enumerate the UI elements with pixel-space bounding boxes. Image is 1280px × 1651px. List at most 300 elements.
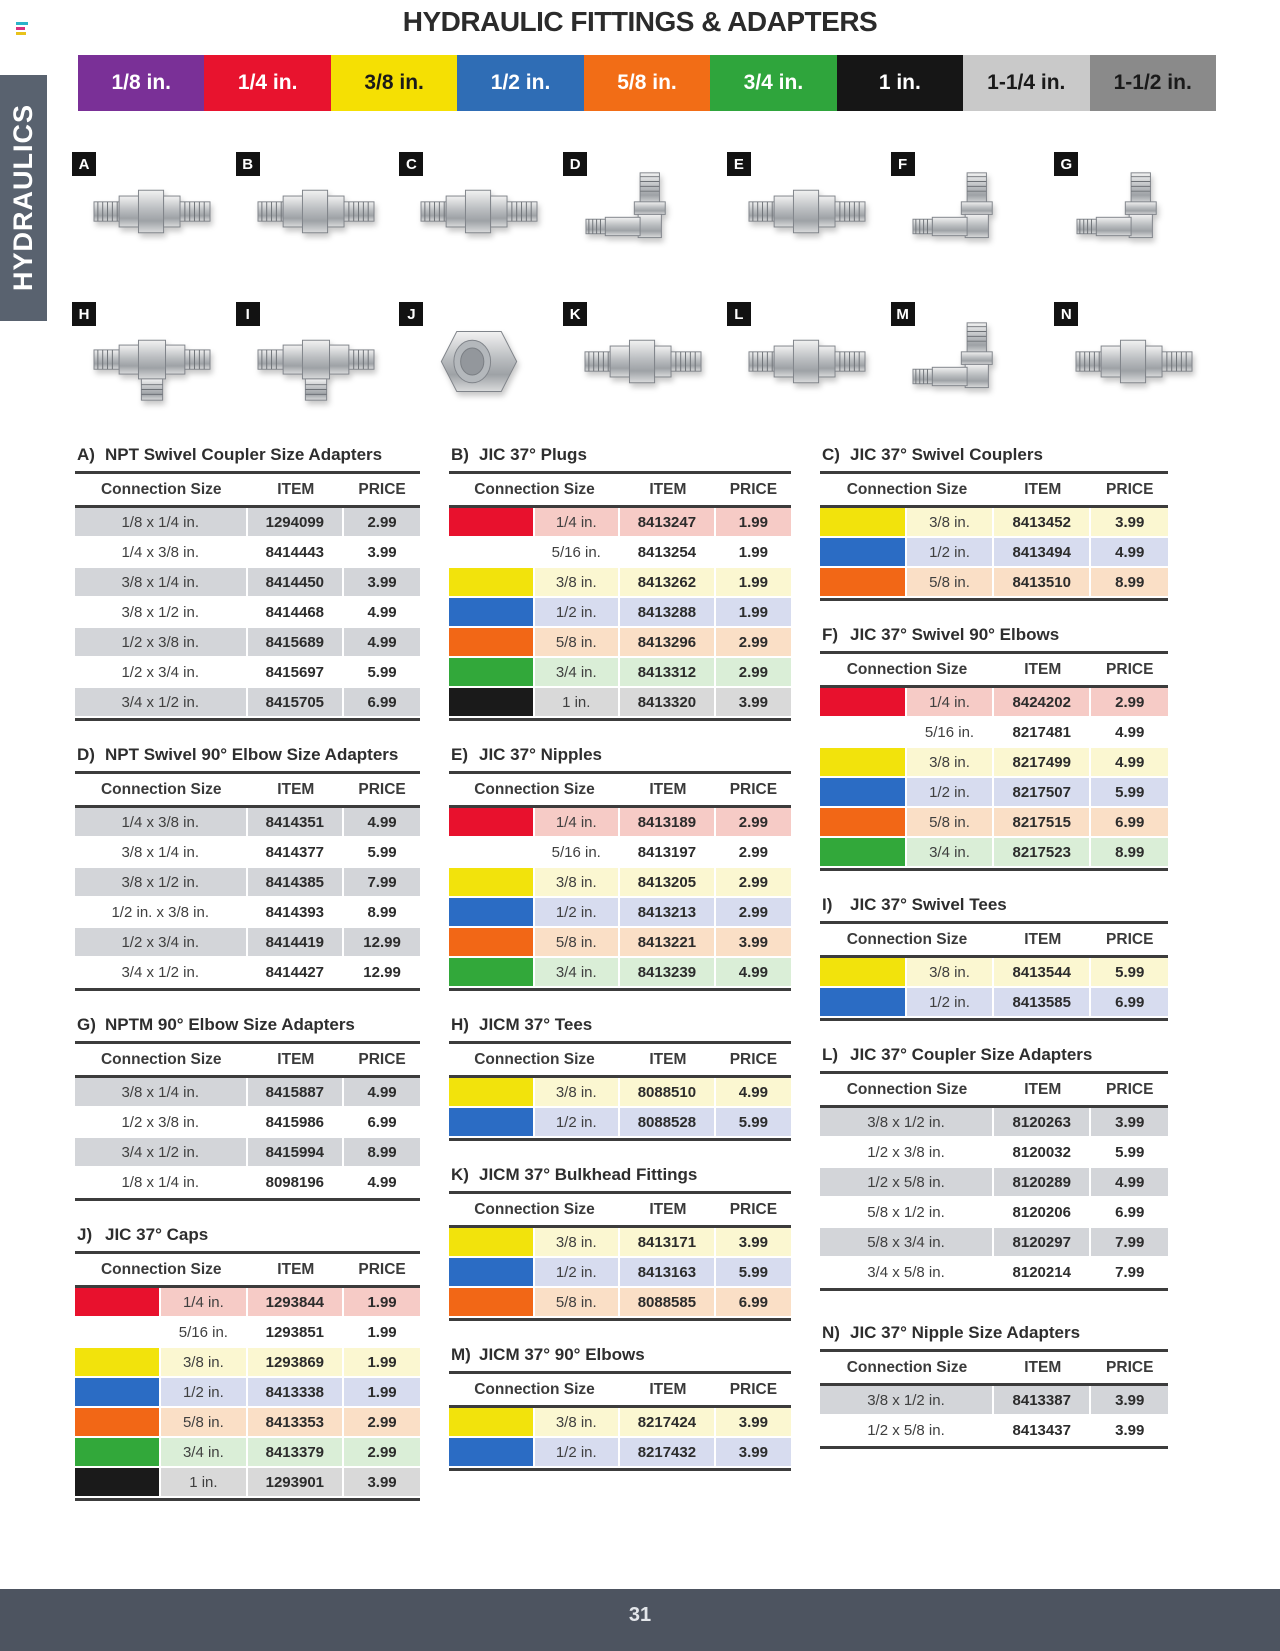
cell-price: 6.99 xyxy=(1091,1198,1168,1228)
table-title xyxy=(75,443,420,474)
cell-item-number: 8217523 xyxy=(994,838,1091,868)
size-color-swatch xyxy=(75,1348,161,1378)
size-color-swatch xyxy=(449,538,535,568)
cell-price: 3.99 xyxy=(1091,508,1168,538)
col-header-item: ITEM xyxy=(620,1374,716,1408)
cell-connection-size: 1/2 x 3/8 in. xyxy=(75,1108,248,1138)
table-title-text: JICM 37° Tees xyxy=(479,1015,593,1034)
col-header-price: PRICE xyxy=(1091,1074,1168,1108)
cell-item-number: 8217507 xyxy=(994,778,1091,808)
cell-item-number: 1293851 xyxy=(248,1318,345,1348)
col-header-item: ITEM xyxy=(248,474,345,508)
size-color-swatch xyxy=(75,1378,161,1408)
cell-price: 4.99 xyxy=(344,598,420,628)
cell-connection-size: 1 in. xyxy=(535,688,621,718)
col-header-price: PRICE xyxy=(716,1194,791,1228)
table-title-text: JIC 37° Coupler Size Adapters xyxy=(850,1045,1093,1064)
size-color-swatch xyxy=(449,958,535,988)
fitting-image xyxy=(416,168,542,255)
product-table-D xyxy=(75,743,420,991)
col-header-connection-size: Connection Size xyxy=(449,1044,620,1078)
table-title xyxy=(820,443,1168,474)
table-title-text: JIC 37° Plugs xyxy=(479,445,587,464)
cell-item-number: 8413247 xyxy=(620,508,716,538)
size-color-swatch xyxy=(75,1408,161,1438)
cell-item-number: 8413544 xyxy=(994,958,1091,988)
cell-connection-size: 3/8 x 1/2 in. xyxy=(75,598,248,628)
table-title-text: JIC 37° Swivel Couplers xyxy=(850,445,1043,464)
table-title-text: JIC 37° Swivel 90° Elbows xyxy=(850,625,1060,644)
cell-connection-size: 5/16 in. xyxy=(161,1318,247,1348)
cell-price: 1.99 xyxy=(716,598,791,628)
cell-item-number: 8413171 xyxy=(620,1228,716,1258)
product-table-E xyxy=(449,743,791,991)
cell-connection-size: 3/8 in. xyxy=(907,958,994,988)
product-photo-H xyxy=(70,286,234,436)
cell-price: 2.99 xyxy=(716,898,791,928)
cell-item-number: 8424202 xyxy=(994,688,1091,718)
table-row xyxy=(75,1168,420,1198)
table-row xyxy=(449,958,791,988)
product-letter-tag: E xyxy=(727,152,751,176)
table-letter: E) xyxy=(451,745,468,764)
size-color-swatch xyxy=(449,1228,535,1258)
cell-price: 3.99 xyxy=(344,1468,420,1498)
cell-price: 3.99 xyxy=(716,1408,791,1438)
page-number: 31 xyxy=(628,1603,652,1626)
table-row xyxy=(820,1138,1168,1168)
table-row xyxy=(820,718,1168,748)
col-header-connection-size: Connection Size xyxy=(75,1254,248,1288)
cell-price: 4.99 xyxy=(1091,748,1168,778)
fitting-image xyxy=(744,168,870,255)
cell-price: 5.99 xyxy=(344,838,420,868)
size-color-swatch xyxy=(820,688,907,718)
cell-connection-size: 3/8 x 1/2 in. xyxy=(75,868,248,898)
cell-price: 4.99 xyxy=(716,958,791,988)
table-row xyxy=(820,1386,1168,1416)
col-header-price: PRICE xyxy=(344,1044,420,1078)
cell-connection-size: 1/8 x 1/4 in. xyxy=(75,508,248,538)
cell-connection-size: 5/8 in. xyxy=(907,568,994,598)
product-table-L xyxy=(820,1043,1168,1291)
size-color-swatch xyxy=(449,1288,535,1318)
table-row xyxy=(820,1108,1168,1138)
table-letter: D) xyxy=(77,745,95,764)
table-row xyxy=(449,538,791,568)
cell-item-number: 8120297 xyxy=(994,1228,1091,1258)
product-photo-E xyxy=(725,136,889,286)
table-row xyxy=(820,748,1168,778)
size-color-swatch xyxy=(75,1438,161,1468)
cell-item-number: 8217432 xyxy=(620,1438,716,1468)
cell-item-number: 8217515 xyxy=(994,808,1091,838)
col-header-price: PRICE xyxy=(1091,924,1168,958)
size-color-swatch xyxy=(449,1108,535,1138)
page-title: HYDRAULIC FITTINGS & ADAPTERS xyxy=(402,6,878,37)
cell-item-number: 8413452 xyxy=(994,508,1091,538)
cell-price: 6.99 xyxy=(1091,808,1168,838)
product-letter-tag: F xyxy=(891,152,915,176)
cell-connection-size: 3/8 x 1/2 in. xyxy=(820,1386,994,1416)
cell-price: 4.99 xyxy=(344,628,420,658)
cell-connection-size: 3/4 x 1/2 in. xyxy=(75,688,248,718)
product-letter-tag: N xyxy=(1054,302,1078,326)
table-title xyxy=(449,1013,791,1044)
size-color-swatch xyxy=(75,1468,161,1498)
cell-price: 4.99 xyxy=(1091,718,1168,748)
price-table xyxy=(75,474,420,721)
col-header-item: ITEM xyxy=(248,1254,345,1288)
col-header-connection-size: Connection Size xyxy=(75,774,248,808)
cell-price: 12.99 xyxy=(344,928,420,958)
cell-connection-size: 3/4 in. xyxy=(907,838,994,868)
col-header-connection-size: Connection Size xyxy=(449,1374,620,1408)
table-row xyxy=(820,988,1168,1018)
table-column-right xyxy=(820,443,1168,1471)
table-columns xyxy=(75,443,1168,1523)
table-row xyxy=(75,1138,420,1168)
price-table xyxy=(820,1352,1168,1449)
cell-connection-size: 1/2 in. xyxy=(535,598,621,628)
cell-item-number: 1293869 xyxy=(248,1348,345,1378)
cell-connection-size: 3/8 x 1/4 in. xyxy=(75,1078,248,1108)
table-row xyxy=(449,1438,791,1468)
size-color-swatch xyxy=(449,868,535,898)
size-swatch-1-in: 1 in. xyxy=(837,55,963,111)
cell-price: 8.99 xyxy=(1091,838,1168,868)
size-swatch-3-8-in: 3/8 in. xyxy=(331,55,457,111)
col-header-item: ITEM xyxy=(620,1044,716,1078)
cell-price: 7.99 xyxy=(1091,1258,1168,1288)
table-letter: G) xyxy=(77,1015,96,1034)
cell-price: 3.99 xyxy=(1091,1416,1168,1446)
product-letter-tag: J xyxy=(399,302,423,326)
cell-connection-size: 1/2 in. xyxy=(161,1378,247,1408)
cell-item-number: 8217481 xyxy=(994,718,1091,748)
cell-item-number: 8413163 xyxy=(620,1258,716,1288)
cell-connection-size: 1/2 x 3/4 in. xyxy=(75,658,248,688)
table-row xyxy=(75,1378,420,1408)
size-color-legend xyxy=(78,55,1216,111)
cell-connection-size: 3/8 in. xyxy=(161,1348,247,1378)
page-footer xyxy=(0,1589,1280,1651)
price-table xyxy=(75,1254,420,1501)
table-row xyxy=(820,508,1168,538)
cell-price: 1.99 xyxy=(344,1288,420,1318)
cell-connection-size: 1/4 x 3/8 in. xyxy=(75,538,248,568)
cell-item-number: 8413189 xyxy=(620,808,716,838)
size-color-swatch xyxy=(449,688,535,718)
price-table xyxy=(820,474,1168,601)
cell-price: 6.99 xyxy=(344,1108,420,1138)
table-row xyxy=(820,1416,1168,1446)
product-row-top xyxy=(70,136,1216,286)
table-title-text: JICM 37° Bulkhead Fittings xyxy=(479,1165,698,1184)
cell-price: 5.99 xyxy=(1091,778,1168,808)
size-color-swatch xyxy=(449,1078,535,1108)
product-photo-M xyxy=(889,286,1053,436)
table-row xyxy=(75,1318,420,1348)
table-letter: C) xyxy=(822,445,840,464)
table-column-left xyxy=(75,443,420,1523)
size-color-swatch xyxy=(449,838,535,868)
col-header-connection-size: Connection Size xyxy=(820,1074,994,1108)
product-photo-N xyxy=(1052,286,1216,436)
size-color-swatch xyxy=(820,538,907,568)
cell-item-number: 8414450 xyxy=(248,568,345,598)
col-header-connection-size: Connection Size xyxy=(820,1352,994,1386)
table-letter: M) xyxy=(451,1345,471,1364)
cell-item-number: 8413213 xyxy=(620,898,716,928)
table-title xyxy=(75,1223,420,1254)
cell-price: 2.99 xyxy=(716,868,791,898)
cell-item-number: 8120289 xyxy=(994,1168,1091,1198)
cell-connection-size: 3/8 in. xyxy=(535,1078,621,1108)
col-header-price: PRICE xyxy=(716,774,791,808)
table-title-text: NPT Swivel Coupler Size Adapters xyxy=(105,445,383,464)
cell-price: 1.99 xyxy=(344,1378,420,1408)
cell-connection-size: 1/4 in. xyxy=(161,1288,247,1318)
price-table xyxy=(449,1374,791,1471)
table-row xyxy=(75,658,420,688)
size-swatch-1-2-in: 1/2 in. xyxy=(457,55,583,111)
product-photo-I xyxy=(234,286,398,436)
cell-connection-size: 3/4 x 1/2 in. xyxy=(75,958,248,988)
cell-price: 3.99 xyxy=(344,538,420,568)
cell-connection-size: 1/2 x 5/8 in. xyxy=(820,1416,994,1446)
cell-connection-size: 5/8 in. xyxy=(535,928,621,958)
cell-item-number: 8413510 xyxy=(994,568,1091,598)
table-row xyxy=(449,868,791,898)
cell-price: 3.99 xyxy=(716,688,791,718)
product-letter-tag: L xyxy=(727,302,751,326)
size-swatch-1-8-in: 1/8 in. xyxy=(78,55,204,111)
size-swatch-1-4-in: 1/4 in. xyxy=(204,55,330,111)
size-color-swatch xyxy=(820,958,907,988)
fitting-image xyxy=(907,318,1033,405)
product-table-K xyxy=(449,1163,791,1321)
table-row xyxy=(820,688,1168,718)
cell-connection-size: 3/8 x 1/4 in. xyxy=(75,838,248,868)
cell-item-number: 8217499 xyxy=(994,748,1091,778)
table-row xyxy=(820,808,1168,838)
fitting-image xyxy=(89,318,215,405)
cell-item-number: 1293844 xyxy=(248,1288,345,1318)
price-table xyxy=(820,1074,1168,1291)
table-title xyxy=(449,443,791,474)
cell-item-number: 8415697 xyxy=(248,658,345,688)
cell-price: 3.99 xyxy=(716,928,791,958)
table-row xyxy=(75,838,420,868)
cell-connection-size: 1/2 x 3/8 in. xyxy=(820,1138,994,1168)
table-row xyxy=(820,958,1168,988)
table-row xyxy=(75,1408,420,1438)
product-photo-A xyxy=(70,136,234,286)
cell-price: 1.99 xyxy=(344,1318,420,1348)
size-color-swatch xyxy=(449,1438,535,1468)
table-row xyxy=(449,1228,791,1258)
col-header-price: PRICE xyxy=(344,1254,420,1288)
cell-item-number: 1293901 xyxy=(248,1468,345,1498)
size-swatch-1-1-4-in: 1-1/4 in. xyxy=(963,55,1089,111)
cell-price: 7.99 xyxy=(344,868,420,898)
cell-connection-size: 3/8 in. xyxy=(907,748,994,778)
table-row xyxy=(75,808,420,838)
size-color-swatch xyxy=(75,1288,161,1318)
table-row xyxy=(449,898,791,928)
cell-connection-size: 3/8 in. xyxy=(535,868,621,898)
col-header-item: ITEM xyxy=(994,1352,1091,1386)
table-row xyxy=(449,808,791,838)
table-title xyxy=(449,743,791,774)
cell-item-number: 8217424 xyxy=(620,1408,716,1438)
product-photo-D xyxy=(561,136,725,286)
product-photo-F xyxy=(889,136,1053,286)
cell-item-number: 8414393 xyxy=(248,898,345,928)
cell-connection-size: 1/2 in. xyxy=(907,988,994,1018)
table-letter: B) xyxy=(451,445,469,464)
cell-connection-size: 1/2 in. xyxy=(907,778,994,808)
cell-item-number: 8413221 xyxy=(620,928,716,958)
cell-item-number: 8413494 xyxy=(994,538,1091,568)
cell-connection-size: 1/2 in. xyxy=(535,898,621,928)
fitting-image xyxy=(580,168,706,255)
col-header-price: PRICE xyxy=(716,1044,791,1078)
fitting-image xyxy=(580,318,706,405)
cell-item-number: 8120032 xyxy=(994,1138,1091,1168)
size-color-swatch xyxy=(75,1318,161,1348)
table-letter: F) xyxy=(822,625,839,644)
table-row xyxy=(75,1288,420,1318)
cell-item-number: 8414419 xyxy=(248,928,345,958)
cell-connection-size: 1/2 in. x 3/8 in. xyxy=(75,898,248,928)
col-header-price: PRICE xyxy=(1091,474,1168,508)
size-color-swatch xyxy=(820,838,907,868)
size-color-swatch xyxy=(449,628,535,658)
size-color-swatch xyxy=(449,898,535,928)
cell-item-number: 8413288 xyxy=(620,598,716,628)
cell-price: 5.99 xyxy=(1091,1138,1168,1168)
col-header-price: PRICE xyxy=(344,474,420,508)
table-row xyxy=(449,1108,791,1138)
table-title xyxy=(820,623,1168,654)
size-color-swatch xyxy=(449,658,535,688)
col-header-price: PRICE xyxy=(1091,654,1168,688)
cell-item-number: 8120263 xyxy=(994,1108,1091,1138)
cell-connection-size: 3/8 in. xyxy=(535,568,621,598)
product-letter-tag: H xyxy=(72,302,96,326)
product-letter-tag: G xyxy=(1054,152,1078,176)
cell-price: 6.99 xyxy=(344,688,420,718)
size-color-swatch xyxy=(449,1258,535,1288)
table-letter: I) xyxy=(822,895,833,914)
cell-price: 5.99 xyxy=(716,1108,791,1138)
table-title xyxy=(820,1043,1168,1074)
cell-price: 2.99 xyxy=(716,658,791,688)
col-header-item: ITEM xyxy=(994,924,1091,958)
cell-item-number: 8413296 xyxy=(620,628,716,658)
cell-connection-size: 1/8 x 1/4 in. xyxy=(75,1168,248,1198)
cell-item-number: 8413205 xyxy=(620,868,716,898)
cell-connection-size: 1/2 in. xyxy=(535,1258,621,1288)
cell-price: 8.99 xyxy=(1091,568,1168,598)
cell-item-number: 8088528 xyxy=(620,1108,716,1138)
table-title-text: JIC 37° Nipple Size Adapters xyxy=(850,1323,1081,1342)
table-row xyxy=(75,688,420,718)
product-photo-L xyxy=(725,286,889,436)
product-table-H xyxy=(449,1013,791,1141)
fitting-image xyxy=(744,318,870,405)
size-color-swatch xyxy=(820,808,907,838)
cell-connection-size: 5/8 x 3/4 in. xyxy=(820,1228,994,1258)
cell-connection-size: 1/4 in. xyxy=(535,808,621,838)
cell-price: 4.99 xyxy=(344,808,420,838)
table-title-text: JIC 37° Swivel Tees xyxy=(850,895,1007,914)
col-header-price: PRICE xyxy=(716,474,791,508)
cell-connection-size: 3/4 x 1/2 in. xyxy=(75,1138,248,1168)
table-row xyxy=(449,508,791,538)
table-row xyxy=(820,838,1168,868)
product-letter-tag: C xyxy=(399,152,423,176)
price-table xyxy=(75,774,420,991)
cell-item-number: 8413387 xyxy=(994,1386,1091,1416)
cell-item-number: 8088585 xyxy=(620,1288,716,1318)
cell-connection-size: 1/4 in. xyxy=(535,508,621,538)
table-row xyxy=(449,1078,791,1108)
cell-item-number: 8414427 xyxy=(248,958,345,988)
col-header-connection-size: Connection Size xyxy=(75,474,248,508)
table-row xyxy=(75,508,420,538)
cell-connection-size: 5/16 in. xyxy=(535,538,621,568)
cell-item-number: 8413262 xyxy=(620,568,716,598)
cell-price: 3.99 xyxy=(1091,1108,1168,1138)
table-letter: H) xyxy=(451,1015,469,1034)
col-header-connection-size: Connection Size xyxy=(449,774,620,808)
col-header-item: ITEM xyxy=(994,654,1091,688)
size-color-swatch xyxy=(820,718,907,748)
cell-price: 5.99 xyxy=(716,1258,791,1288)
cell-item-number: 8414351 xyxy=(248,808,345,838)
cell-connection-size: 5/8 x 1/2 in. xyxy=(820,1198,994,1228)
col-header-connection-size: Connection Size xyxy=(820,924,994,958)
cell-price: 2.99 xyxy=(344,508,420,538)
cell-price: 6.99 xyxy=(1091,988,1168,1018)
table-title-text: JICM 37° 90° Elbows xyxy=(479,1345,645,1364)
fitting-image xyxy=(89,168,215,255)
table-row xyxy=(75,538,420,568)
table-row xyxy=(820,1258,1168,1288)
cell-price: 2.99 xyxy=(716,838,791,868)
price-table xyxy=(820,924,1168,1021)
product-table-B xyxy=(449,443,791,721)
cell-price: 4.99 xyxy=(716,1078,791,1108)
cell-price: 3.99 xyxy=(716,1228,791,1258)
product-table-I xyxy=(820,893,1168,1021)
cell-price: 2.99 xyxy=(716,808,791,838)
table-column-middle xyxy=(449,443,791,1493)
cell-price: 5.99 xyxy=(344,658,420,688)
cell-connection-size: 1/4 x 3/8 in. xyxy=(75,808,248,838)
cell-connection-size: 5/8 in. xyxy=(535,1288,621,1318)
table-title xyxy=(75,743,420,774)
table-row xyxy=(449,1288,791,1318)
price-table xyxy=(449,1044,791,1141)
table-row xyxy=(820,568,1168,598)
product-letter-tag: B xyxy=(236,152,260,176)
size-color-swatch xyxy=(449,1408,535,1438)
table-letter: A) xyxy=(77,445,95,464)
